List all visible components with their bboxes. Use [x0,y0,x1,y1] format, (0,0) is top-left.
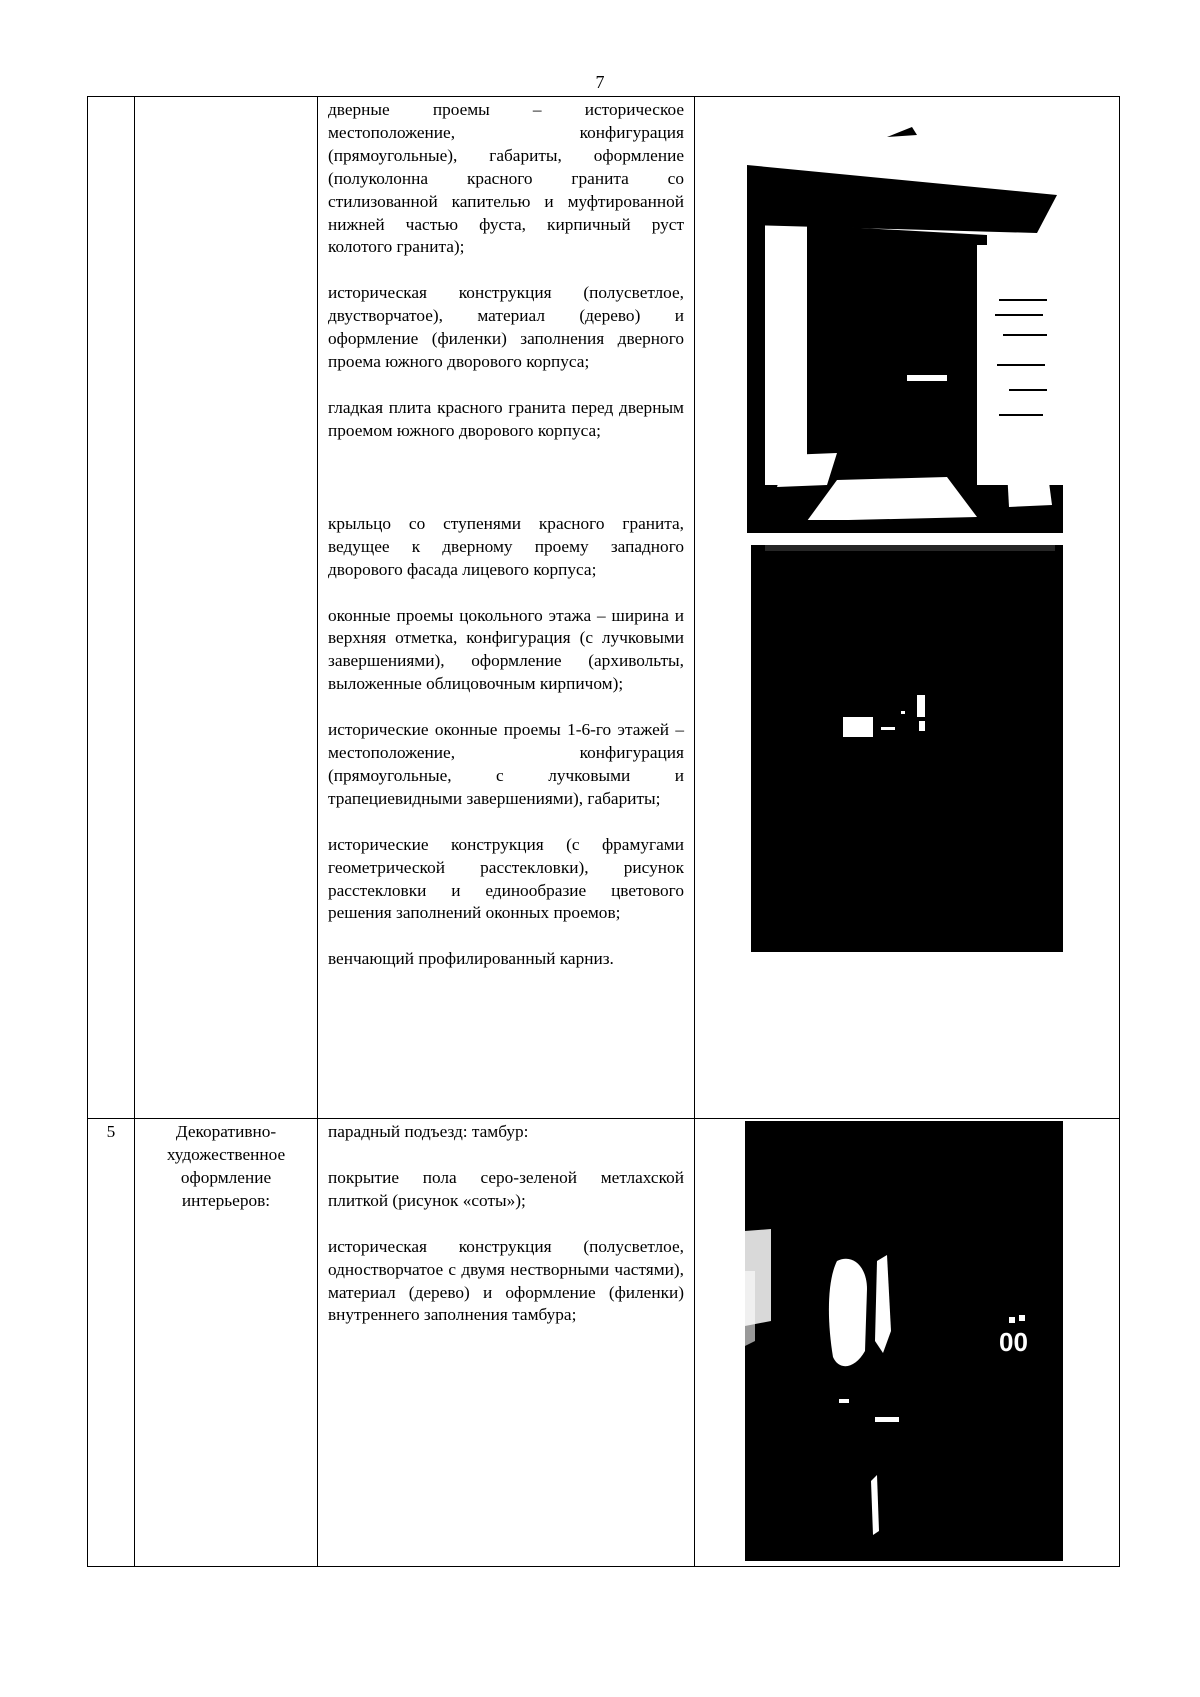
table-row [88,97,1120,1119]
list-item: крыльцо со ступенями красного гранита, ведущее к дверному проему западного дворового фасада лицевого корпуса; [328,513,684,579]
row-number-cell: 5 [88,1119,135,1567]
vestibule-photo [745,1121,1063,1561]
list-item: оконные проемы цокольного этажа – ширина и верхняя отметка, конфигурация (с лучковыми завершениями), оформление (архивольты, выложенные облицовочным кирпичом); [328,605,684,694]
row-photos-cell [695,97,1120,1119]
list-item: исторические оконные проемы 1-6-го этажей – местоположение, конфигурация (прямоугольные, с лучковыми и трапециевидными завершениями), габариты; [328,720,684,808]
vestibule-sign-text: 00 [999,1327,1028,1357]
porch-photo-image [751,545,1063,952]
row-description-cell [318,97,695,1119]
row-category-cell: Декоративно-художественное оформление интерьеров: [135,1119,318,1567]
doorway-photo-image [747,125,1063,533]
porch-photo [751,545,1063,952]
row-number-cell [88,97,135,1119]
list-item: историческая конструкция (полусветлое, двустворчатое), материал (дерево) и оформление (филенки) заполнения дверного проема южного дворового корпуса; [328,283,684,372]
row-photos-cell [695,1119,1120,1567]
table-row [88,1119,1120,1567]
row-description-cell [318,1119,695,1567]
list-item: историческая конструкция (полусветлое, одностворчатое с двумя нестворными частями), материал (дерево) и оформление (филенки) внутреннего заполнения тамбура; [328,1236,684,1325]
list-item: дверные проемы – историческое местоположение, конфигурация (прямоугольные), габариты, оформление (полуколонна красного гранита со стилизованной капителью и муфтированной нижней частью фуста, кирпичный руст колотого гранита); [328,100,684,257]
list-item: парадный подъезд: тамбур: [328,1122,529,1141]
page-number: 7 [595,72,605,92]
list-item: гладкая плита красного гранита перед дверным проемом южного дворового корпуса; [328,397,684,440]
doorway-photo [747,125,1063,533]
row-category-cell [135,97,318,1119]
vestibule-photo-image [745,1121,1063,1561]
monument-subject-table [87,96,1120,1567]
list-item: исторические конструкция (с фрамугами геометрической расстекловки), рисунок расстекловки и единообразие цветового решения заполнений оконных проемов; [328,834,684,923]
list-item: покрытие пола серо-зеленой метлахской плиткой (рисунок «соты»); [328,1167,684,1210]
list-item: венчающий профилированный карниз. [328,949,614,969]
